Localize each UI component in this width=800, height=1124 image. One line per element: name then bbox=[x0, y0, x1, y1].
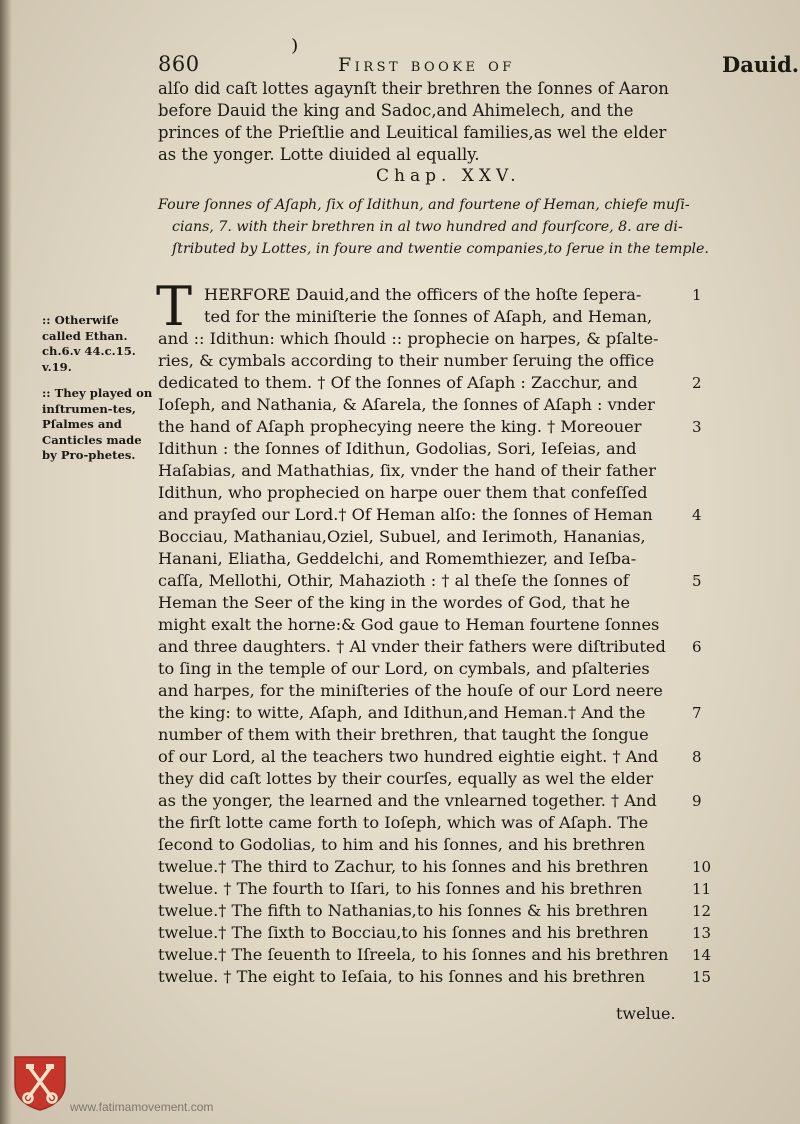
text-line: princes of the Prieſtlie and Leuitical families,as wel the elder bbox=[158, 123, 667, 142]
body-line: the firſt lotte came forth to Ioſeph, which was of Aſaph. The bbox=[158, 813, 649, 832]
papal-keys-shield-icon bbox=[12, 1054, 68, 1112]
body-line: of our Lord, al the teachers two hundred eightie eight. † And bbox=[158, 747, 659, 766]
body-line: number of them with their brethren, that taught the ſongue bbox=[158, 725, 649, 744]
body-line: HERFORE Dauid,and the officers of the hoſte ſepera- bbox=[204, 285, 642, 304]
body-line: Heman the Seer of the king in the wordes of God, that he bbox=[158, 593, 631, 612]
printer-mark: ⁾ bbox=[291, 34, 299, 69]
page-number: 860 bbox=[158, 52, 200, 76]
summary-line: ſtributed by Lottes, in foure and twentie companies,to ſerue in the temple. bbox=[172, 241, 709, 257]
text-line: as the yonger. Lotte diuided al equally. bbox=[158, 145, 480, 164]
body-line: twelue. † The eight to Ieſaia, to his ſonnes and his brethren bbox=[158, 967, 645, 986]
body-line: Hanani, Eliatha, Geddelchi, and Romemthiezer, and Ieſba- bbox=[158, 549, 637, 568]
summary-line: Foure ſonnes of Aſaph, ſix of Idithun, and fourtene of Heman, chiefe muſi- bbox=[158, 197, 690, 213]
body-line: caſſa, Mellothi, Othir, Mahazioth : † al theſe the ſonnes of bbox=[158, 571, 629, 590]
margin-note-instruments: :: They played on inſtrumen-tes, Pſalmes and Canticles made by Pro-phetes. bbox=[42, 386, 153, 462]
body-line: twelue.† The third to Zachur, to his ſonnes and his brethren bbox=[158, 857, 649, 876]
verse-number: 9 bbox=[692, 792, 702, 810]
text-line: alſo did caſt lottes agaynſt their brethren the ſonnes of Aaron bbox=[158, 79, 669, 98]
verse-number: 1 bbox=[692, 286, 702, 304]
body-line: ries, & cymbals according to their number ſeruing the office bbox=[158, 351, 655, 370]
verse-number: 10 bbox=[692, 858, 712, 876]
verse-number: 5 bbox=[692, 572, 702, 590]
body-line: dedicated to them. † Of the ſonnes of Aſaph : Zacchur, and bbox=[158, 373, 638, 392]
verse-number: 4 bbox=[692, 506, 702, 524]
body-line: the king: to witte, Aſaph, and Idithun,and Heman.† And the bbox=[158, 703, 646, 722]
body-line: might exalt the horne:& God gaue to Heman fourtene ſonnes bbox=[158, 615, 660, 634]
summary-line: cians, 7. with their brethren in al two hundred and fourſcore, 8. are di- bbox=[172, 219, 683, 235]
body-line: and :: Idithun: which ſhould :: propheciе on harpes, & pſalte- bbox=[158, 329, 659, 348]
body-line: ſecond to Godolias, to him and his ſonnes, and his brethren bbox=[158, 835, 645, 854]
verse-number: 3 bbox=[692, 418, 702, 436]
body-line: the hand of Aſaph prophecying neere the king. † Moreouer bbox=[158, 417, 642, 436]
verse-number: 6 bbox=[692, 638, 702, 656]
verse-number: 12 bbox=[692, 902, 712, 920]
body-line: as the yonger, the learned and the vnlearned together. † And bbox=[158, 791, 657, 810]
body-line: Bocciau, Mathaniau,Oziel, Subuel, and Ierimoth, Hananias, bbox=[158, 527, 646, 546]
body-line: ted for the miniſterie the ſonnes of Aſaph, and Heman, bbox=[204, 307, 653, 326]
body-line: twelue.† The ſixth to Bocciau,to his ſonnes and his brethren bbox=[158, 923, 649, 942]
book-spine-shadow bbox=[0, 0, 12, 1124]
running-title: First booke of bbox=[338, 54, 515, 76]
body-line: and three daughters. † Al vnder their fathers were diſtributed bbox=[158, 637, 666, 656]
verse-number: 7 bbox=[692, 704, 702, 722]
drop-capital: T bbox=[156, 275, 193, 338]
verse-number: 11 bbox=[692, 880, 712, 898]
body-line: Ioſeph, and Nathania, & Aſarela, the ſonnes of Aſaph : vnder bbox=[158, 395, 655, 414]
margin-note-ethan: :: Otherwiſe called Ethan. ch.6.v 44.c.15. v.19. bbox=[42, 313, 136, 374]
chapter-heading: Chap. XXV. bbox=[376, 166, 521, 186]
verse-number: 2 bbox=[692, 374, 702, 392]
body-line: they did caſt lottes by their courſes, equally as wel the elder bbox=[158, 769, 654, 788]
body-line: Haſabias, and Mathathias, ſix, vnder the hand of their father bbox=[158, 461, 656, 480]
body-line: Idithun : the ſonnes of Idithun, Godolias, Sori, Ieſeias, and bbox=[158, 439, 637, 458]
body-line: Idithun, who prophecied on harpe ouer them that confeſſed bbox=[158, 483, 648, 502]
body-line: twelue.† The fifth to Nathanias,to his ſonnes & his brethren bbox=[158, 901, 648, 920]
verse-number: 15 bbox=[692, 968, 712, 986]
verse-number: 8 bbox=[692, 748, 702, 766]
verse-number: 14 bbox=[692, 946, 712, 964]
body-line: twelue. † The fourth to Iſari, to his ſonnes and his brethren bbox=[158, 879, 643, 898]
verse-number: 13 bbox=[692, 924, 712, 942]
body-line: and prayſed our Lord.† Of Heman alſo: the ſonnes of Heman bbox=[158, 505, 653, 524]
running-title-book: Dauid. bbox=[722, 52, 800, 77]
catchword: twelue. bbox=[616, 1004, 676, 1023]
body-line: to ſing in the temple of our Lord, on cymbals, and pſalteries bbox=[158, 659, 650, 678]
body-line: twelue.† The ſeuenth to Iſreela, to his ſonnes and his brethren bbox=[158, 945, 669, 964]
website-credit: www.fatimamovement.com bbox=[70, 1100, 214, 1114]
body-line: and harpes, for the miniſteries of the houſe of our Lord neere bbox=[158, 681, 663, 700]
text-line: before Dauid the king and Sadoc,and Ahimelech, and the bbox=[158, 101, 634, 120]
